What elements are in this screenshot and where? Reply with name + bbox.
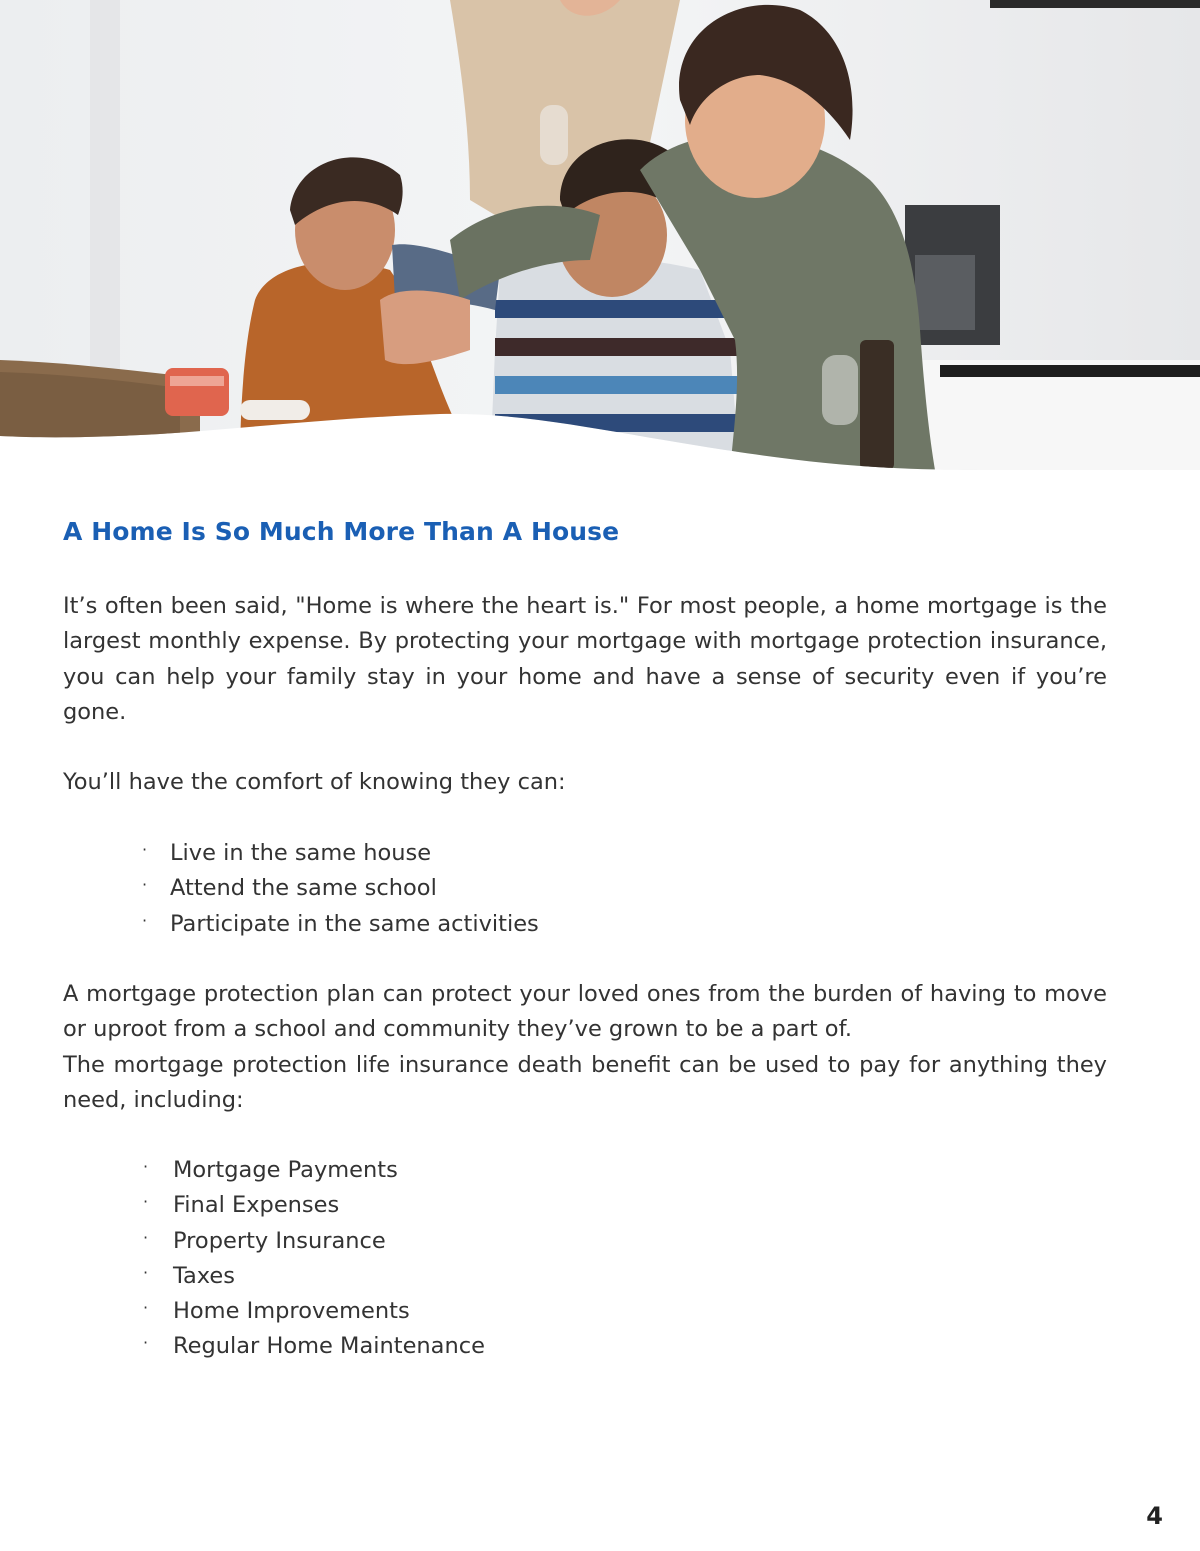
bullet-icon: · xyxy=(142,910,148,930)
list-item-label: Home Improvements xyxy=(173,1298,410,1325)
benefit-list xyxy=(143,1153,485,1365)
bullet-icon: · xyxy=(143,1262,149,1282)
bullet-icon: · xyxy=(143,1192,149,1212)
list-item-label: Taxes xyxy=(173,1262,235,1289)
bullet-icon: · xyxy=(142,875,148,895)
page-number: 4 xyxy=(1146,1502,1163,1530)
list-item-label: Participate in the same activities xyxy=(170,910,539,937)
comfort-intro: You’ll have the comfort of knowing they can: xyxy=(63,769,566,795)
list-item xyxy=(143,1329,485,1364)
list-item xyxy=(142,907,539,942)
list-item-label: Final Expenses xyxy=(173,1192,340,1219)
list-item xyxy=(143,1259,485,1294)
list-item xyxy=(142,871,539,906)
bullet-icon: · xyxy=(143,1227,149,1247)
protection-paragraph: A mortgage protection plan can protect your loved ones from the burden of having to move or uproot from a school and community they’ve grown to be a part of. xyxy=(63,981,1107,1043)
hero-photo xyxy=(0,0,1200,470)
list-item xyxy=(143,1224,485,1259)
list-item-label: Mortgage Payments xyxy=(173,1157,398,1183)
list-item-label: Property Insurance xyxy=(173,1227,386,1254)
list-item-label: Live in the same house xyxy=(170,840,432,866)
list-item xyxy=(143,1153,485,1188)
comfort-list xyxy=(142,836,539,942)
list-item-label: Attend the same school xyxy=(170,875,437,902)
benefit-paragraph: The mortgage protection life insurance death benefit can be used to pay for anything they need, including: xyxy=(63,1052,1107,1114)
intro-paragraph: It’s often been said, "Home is where the heart is." For most people, a home mortgage is the largest monthly expense. By protecting your mortgage with mortgage protection insurance, you can help your family stay in your home and have a sense of security even if you’re gone. xyxy=(63,593,1107,725)
list-item xyxy=(143,1294,485,1329)
bullet-icon: · xyxy=(143,1157,149,1176)
list-item xyxy=(143,1188,485,1223)
page-title: A Home Is So Much More Than A House xyxy=(63,517,620,546)
bullet-icon: · xyxy=(143,1333,149,1353)
bullet-icon: · xyxy=(143,1298,149,1318)
list-item-label: Regular Home Maintenance xyxy=(173,1333,485,1360)
bullet-icon: · xyxy=(142,840,148,859)
list-item xyxy=(142,836,539,871)
